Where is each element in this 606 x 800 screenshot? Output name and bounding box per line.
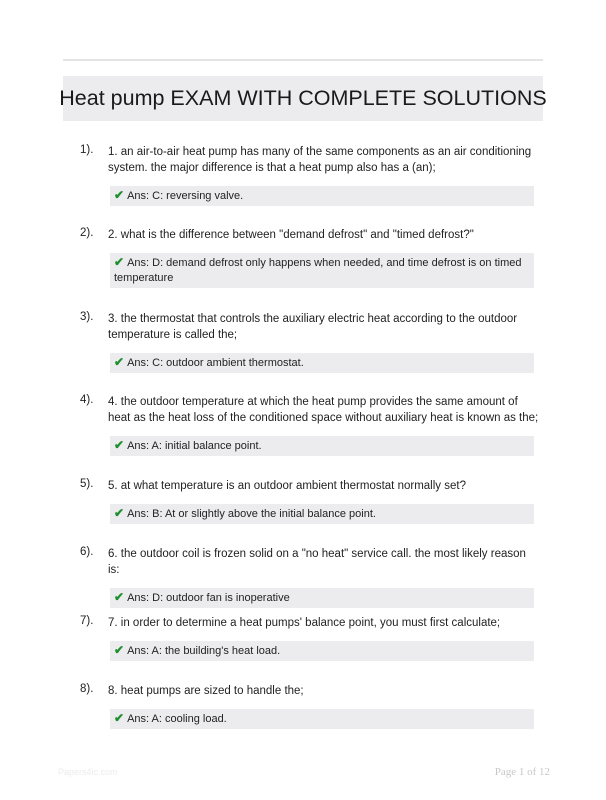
question-text: 4. the outdoor temperature at which the heat pump provides the same amount of heat as the heat loss of the conditioned space without auxiliary heat is known as the; bbox=[108, 396, 539, 424]
question-item-2 bbox=[80, 227, 540, 288]
question-text: 6. the outdoor coil is frozen solid on a "no heat" service call. the most likely reason is: bbox=[108, 548, 526, 576]
page-title: Heat pump EXAM WITH COMPLETE SOLUTIONS bbox=[59, 86, 547, 110]
answer-text: Ans: C: outdoor ambient thermostat. bbox=[127, 357, 304, 369]
question-text: 5. at what temperature is an outdoor ambient thermostat normally set? bbox=[108, 480, 466, 492]
answer-box bbox=[110, 588, 534, 608]
answer-box bbox=[110, 504, 534, 524]
question-number: 2). bbox=[80, 227, 94, 239]
answer-box bbox=[110, 186, 534, 206]
checkmark-icon: ✔ bbox=[114, 506, 125, 520]
answer-box bbox=[110, 436, 534, 456]
checkmark-icon: ✔ bbox=[114, 590, 125, 604]
answer-box bbox=[110, 253, 534, 288]
question-number: 4). bbox=[80, 394, 94, 406]
footer-watermark: Papers4ic.com bbox=[58, 767, 118, 777]
question-text: 8. heat pumps are sized to handle the; bbox=[108, 685, 304, 697]
question-number: 3). bbox=[80, 311, 94, 323]
answer-text: Ans: A: cooling load. bbox=[127, 713, 227, 725]
question-number: 6). bbox=[80, 546, 94, 558]
checkmark-icon: ✔ bbox=[114, 711, 125, 725]
checkmark-icon: ✔ bbox=[114, 188, 125, 202]
answer-box bbox=[110, 709, 534, 729]
question-text: 7. in order to determine a heat pumps' balance point, you must first calculate; bbox=[108, 617, 501, 629]
question-item-4 bbox=[80, 394, 540, 456]
question-text: 3. the thermostat that controls the auxiliary electric heat according to the outdoor temperature is called the; bbox=[108, 313, 518, 341]
question-number: 1). bbox=[80, 144, 94, 156]
checkmark-icon: ✔ bbox=[114, 355, 125, 369]
answer-box bbox=[110, 641, 534, 661]
answer-text: Ans: D: outdoor fan is inoperative bbox=[127, 592, 290, 604]
question-item-6 bbox=[80, 546, 540, 608]
question-item-3 bbox=[80, 311, 540, 373]
top-divider bbox=[63, 59, 543, 61]
answer-text: Ans: C: reversing valve. bbox=[127, 190, 244, 202]
page-number: Page 1 of 12 bbox=[494, 766, 550, 778]
question-item-7 bbox=[80, 615, 540, 661]
question-item-8 bbox=[80, 683, 540, 729]
answer-text: Ans: A: initial balance point. bbox=[127, 440, 262, 452]
question-number: 8). bbox=[80, 683, 94, 695]
answer-box bbox=[110, 353, 534, 373]
question-item-1 bbox=[80, 144, 540, 206]
checkmark-icon: ✔ bbox=[114, 643, 125, 657]
question-item-5 bbox=[80, 478, 540, 524]
answer-text: Ans: A: the building's heat load. bbox=[127, 645, 281, 657]
checkmark-icon: ✔ bbox=[114, 438, 125, 452]
title-banner bbox=[59, 76, 547, 121]
question-number: 7). bbox=[80, 615, 94, 627]
question-number: 5). bbox=[80, 478, 94, 490]
question-text: 1. an air-to-air heat pump has many of the same components as an air conditioning system. the major difference is that a heat pump also has a (an); bbox=[108, 146, 532, 174]
answer-text: Ans: B: At or slightly above the initial balance point. bbox=[127, 508, 376, 520]
question-text: 2. what is the difference between "demand defrost" and "timed defrost?" bbox=[108, 229, 474, 241]
checkmark-icon: ✔ bbox=[114, 255, 125, 269]
answer-text: Ans: D: demand defrost only happens when needed, and time defrost is on timed temperature bbox=[114, 257, 522, 284]
